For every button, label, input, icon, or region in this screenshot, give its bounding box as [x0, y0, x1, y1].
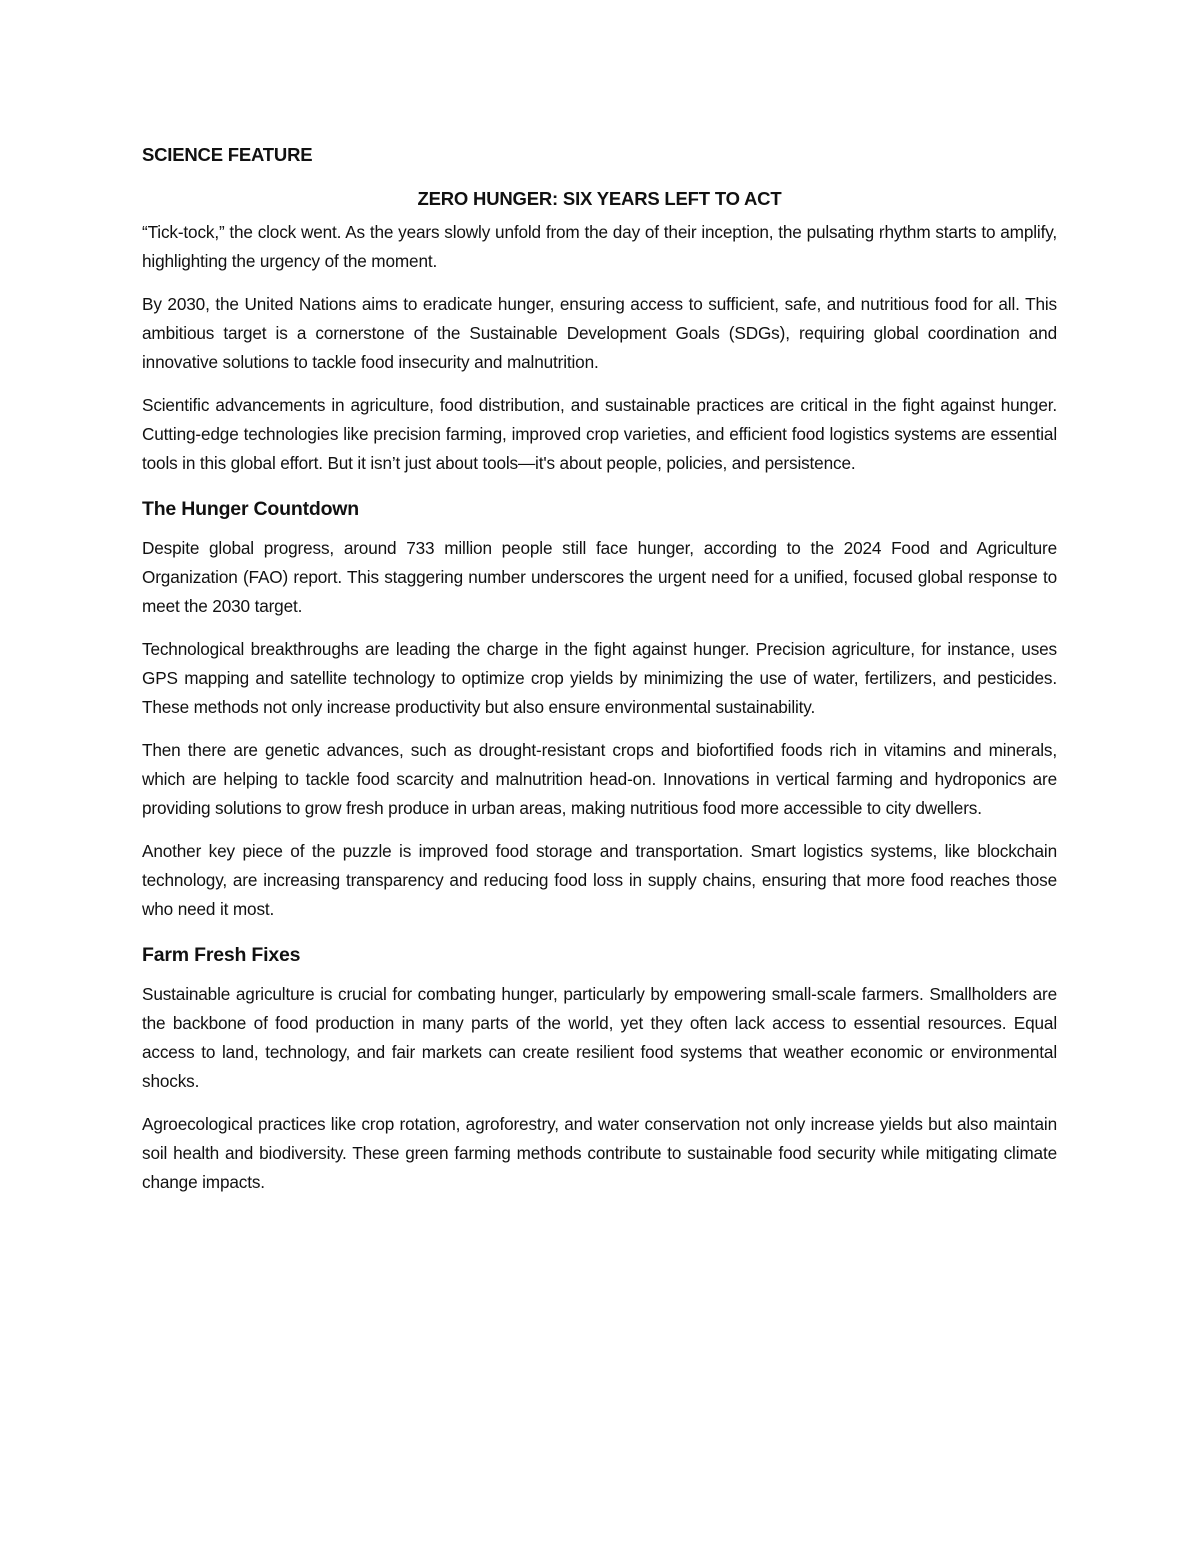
body-paragraph: Then there are genetic advances, such as drought-resistant crops and biofortified foods rich in vitamins and minerals, which are helping to tackle food scarcity and malnutrition head-on. Innovations in vertical farming and hydroponics are providing solutions to grow fresh produce in urban areas, making nutritious food more accessible to city dwellers. [142, 740, 1057, 818]
body-paragraph: Sustainable agriculture is crucial for combating hunger, particularly by empowering small-scale farmers. Smallholders are the backbone of food production in many parts of the world, yet they often lack access to essential resources. Equal access to land, technology, and fair markets can create resilient food systems that weather economic or environmental shocks. [142, 984, 1057, 1091]
intro-paragraph: “Tick-tock,” the clock went. As the years slowly unfold from the day of their inception, the pulsating rhythm starts to amplify, highlighting the urgency of the moment. [142, 222, 1057, 271]
section-heading-farm-fresh-fixes: Farm Fresh Fixes [142, 944, 301, 966]
document-page [142, 140, 1057, 1197]
section-label: SCIENCE FEATURE [142, 144, 313, 165]
section-heading-hunger-countdown: The Hunger Countdown [142, 498, 359, 520]
intro-paragraph: Scientific advancements in agriculture, food distribution, and sustainable practices are critical in the fight against hunger. Cutting-edge technologies like precision farming, improved crop varieties, and efficient food logistics systems are essential tools in this global effort. But it isn’t just about tools—it's about people, policies, and persistence. [142, 395, 1057, 473]
body-paragraph: Technological breakthroughs are leading the charge in the fight against hunger. Precision agriculture, for instance, uses GPS mapping and satellite technology to optimize crop yields by minimizing the use of water, fertilizers, and pesticides. These methods not only increase productivity but also ensure environmental sustainability. [142, 639, 1057, 717]
body-paragraph: Despite global progress, around 733 million people still face hunger, according to the 2024 Food and Agriculture Organization (FAO) report. This staggering number underscores the urgent need for a unified, focused global response to meet the 2030 target. [142, 538, 1057, 616]
body-paragraph: Agroecological practices like crop rotation, agroforestry, and water conservation not only increase yields but also maintain soil health and biodiversity. These green farming methods contribute to sustainable food security while mitigating climate change impacts. [142, 1114, 1057, 1192]
body-paragraph: Another key piece of the puzzle is improved food storage and transportation. Smart logistics systems, like blockchain technology, are increasing transparency and reducing food loss in supply chains, ensuring that more food reaches those who need it most. [142, 841, 1057, 919]
intro-paragraph: By 2030, the United Nations aims to eradicate hunger, ensuring access to sufficient, safe, and nutritious food for all. This ambitious target is a cornerstone of the Sustainable Development Goals (SDGs), requiring global coordination and innovative solutions to tackle food insecurity and malnutrition. [142, 294, 1057, 372]
article-headline: ZERO HUNGER: SIX YEARS LEFT TO ACT [417, 188, 782, 209]
